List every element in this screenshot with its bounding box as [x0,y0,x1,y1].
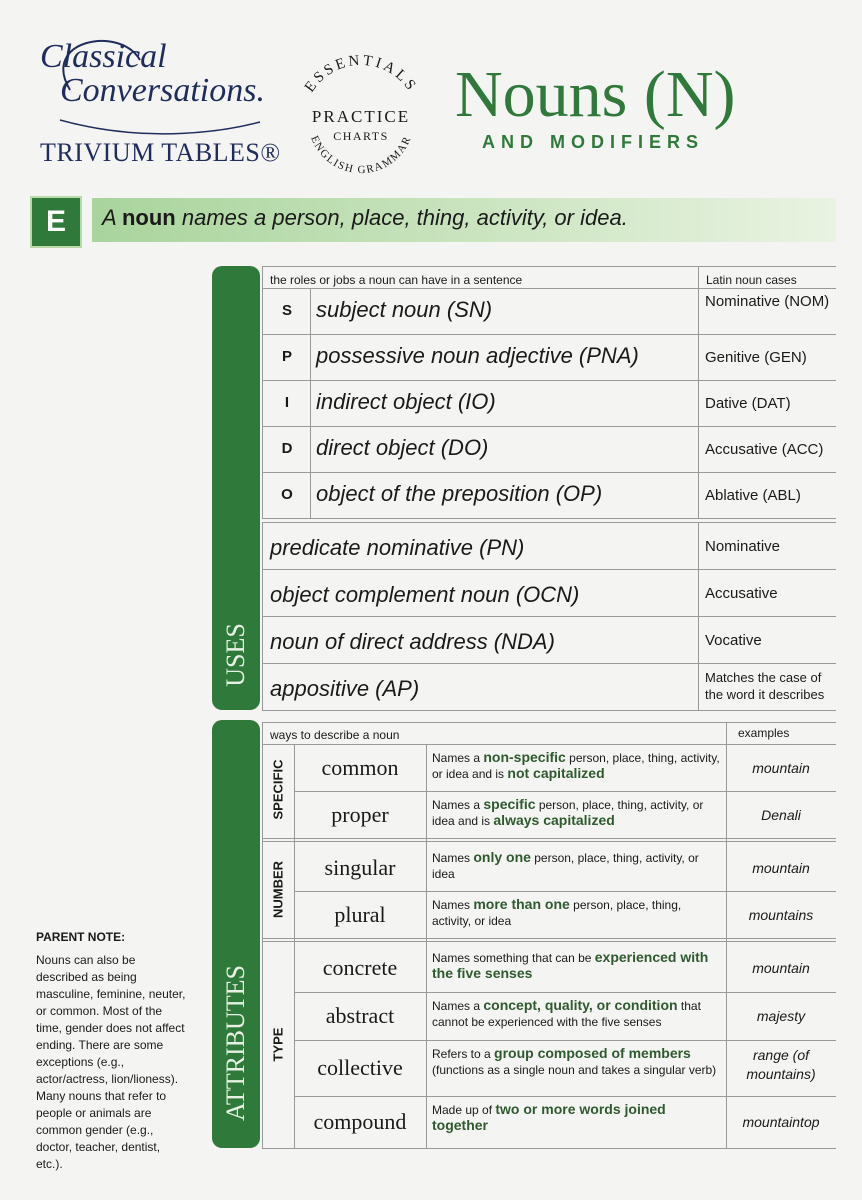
row-divider [262,616,836,617]
description-text: Refers to a [432,1047,495,1061]
row-divider [262,744,836,745]
column-divider [262,266,263,518]
column-divider [726,722,727,744]
attribute-description [432,1046,720,1078]
column-divider [294,744,295,1148]
row-divider [262,722,836,723]
row-divider [262,941,836,942]
row-divider [262,838,836,839]
noun-role: noun of direct address (NDA) [270,629,555,654]
description-text: person, place, thing, activity, or idea and is [432,798,704,828]
attribute-group-label: SPECIFIC [270,759,286,820]
attribute-group-label: TYPE [270,1027,286,1062]
essentials-seal-icon [286,42,436,192]
description-emphasis: experienced with the five senses [432,949,709,981]
attribute-description [432,750,720,782]
column-divider [698,522,699,710]
seal-mid-text-2: CHARTS [333,129,389,143]
attribute-word: compound [313,1109,407,1134]
case-letter: O [281,486,293,503]
column-divider [310,288,311,518]
row-divider [294,1040,836,1041]
row-divider [262,663,836,664]
uses-header-left: the roles or jobs a noun can have in a sentence [270,273,523,287]
logo-swoosh-icon [30,30,270,140]
case-letter: S [281,302,292,319]
description-emphasis: specific [483,796,536,812]
row-divider [294,1096,836,1097]
noun-role: appositive (AP) [270,676,420,701]
latin-case: Nominative (NOM) [705,293,830,310]
latin-case: Ablative (ABL) [705,487,801,504]
description-text: Names a [432,999,484,1013]
case-letter: P [281,348,292,365]
description-emphasis: group composed of members [494,1045,691,1061]
attribute-word: singular [324,854,396,880]
description-emphasis: always capitalized [493,812,615,828]
seal-top-text: ESSENTIALS [301,52,421,96]
logo-line-1: Classical [40,38,167,75]
noun-role: indirect object (IO) [316,389,496,414]
latin-case: Vocative [705,632,762,649]
description-emphasis: more than one [473,896,570,912]
case-letter: I [284,394,290,411]
parent-note-body: Nouns can also be described as being masculine, feminine, neuter, or common. Most of the time, gender does not affect ending. There are some exceptions (e.g., actor/actress, lion/lioness). Many nouns that refer to people or animals are common gender (e.g., doctor, teacher, dentist, etc.). [36,953,186,1171]
description-text: that cannot be experienced with the five senses [432,999,701,1029]
description-text: Made up of [432,1103,496,1117]
parent-note-title: PARENT NOTE: [36,930,126,944]
noun-role: possessive noun adjective (PNA) [316,343,639,368]
attribute-word: collective [317,1055,403,1080]
attribute-description [432,1102,720,1134]
attribute-word: common [321,754,399,780]
row-divider [262,518,836,519]
uses-tab-label: USES [221,623,250,687]
row-divider [262,472,836,473]
row-divider [262,841,836,842]
row-divider [262,266,836,267]
column-divider [698,266,699,518]
row-divider [262,938,836,939]
description-text: person, place, thing, activity, or idea and is [432,751,720,781]
noun-role: object of the preposition (OP) [316,481,603,506]
attribute-word: abstract [325,1003,395,1028]
attribute-example: mountain [752,960,810,976]
row-divider [262,380,836,381]
column-divider [262,522,263,710]
attribute-description [432,998,720,1030]
attribute-description [432,850,720,882]
uses-tab [212,266,260,710]
row-divider [262,710,836,711]
attribute-example: range (of mountains) [746,1047,816,1082]
attribute-description [432,950,720,982]
description-text: person, place, thing, activity, or idea [432,851,699,881]
noun-role: subject noun (SN) [316,297,493,322]
description-emphasis: not capitalized [507,765,605,781]
noun-role: direct object (DO) [316,435,489,460]
description-emphasis: concept, quality, or condition [483,997,678,1013]
page-subtitle: AND MODIFIERS [482,132,704,152]
attribute-example: Denali [761,806,801,823]
row-divider [262,1148,836,1149]
attributes-header-right: examples [738,726,790,740]
latin-case: Genitive (GEN) [705,349,807,366]
description-emphasis: two or more words joined together [432,1101,666,1133]
parent-note [36,930,186,1173]
row-divider [262,569,836,570]
description-text: (functions as a single noun and takes a singular verb) [432,1063,717,1077]
attribute-example: mountains [748,906,814,923]
noun-role: predicate nominative (PN) [270,535,525,560]
attribute-example: mountain [752,759,810,776]
case-letter: D [281,440,293,457]
attributes-header-left: ways to describe a noun [270,728,400,742]
row-divider [294,891,836,892]
description-text: person, place, thing, activity, or idea [432,898,682,928]
description-emphasis: only one [473,849,531,865]
logo-line-3: TRIVIUM TABLES® [40,138,281,167]
attribute-group-label: NUMBER [270,860,286,919]
uses-header-right: Latin noun cases [706,273,797,287]
attribute-description [432,897,720,929]
description-text: Names something that can be [432,951,595,965]
row-divider [262,522,836,523]
description-text: Names [432,851,474,865]
attribute-description [432,797,720,829]
column-divider [426,744,427,1148]
latin-case: Nominative [705,538,781,555]
attribute-example: mountaintop [742,1114,820,1130]
row-divider [262,334,836,335]
seal-mid-text-1: PRACTICE [311,107,411,126]
attribute-word: proper [331,801,389,827]
row-divider [294,791,836,792]
attributes-tab [212,720,260,1148]
column-divider [262,722,263,1148]
definition-text: A noun names a person, place, thing, activity, or idea. [102,205,628,230]
row-divider [262,288,836,289]
logo-line-2: Conversations. [60,72,265,109]
section-letter-badge: E [30,196,82,248]
attribute-word: concrete [322,955,398,980]
row-divider [294,992,836,993]
column-divider [726,744,727,1148]
latin-case: Dative (DAT) [705,395,791,412]
latin-case: Matches the case of the word it describes [705,670,825,702]
latin-case: Accusative (ACC) [705,441,824,458]
attribute-example: majesty [756,1008,806,1024]
description-text: Names a [432,751,484,765]
svg-text:ESSENTIALS [302,53,420,96]
attributes-tab-label: ATTRIBUTES [221,965,250,1121]
description-text: Names [432,898,474,912]
description-text: Names a [432,798,484,812]
description-emphasis: non-specific [483,749,566,765]
row-divider [262,426,836,427]
noun-role: object complement noun (OCN) [270,582,580,607]
latin-case: Accusative [705,585,778,602]
attribute-word: plural [334,901,386,927]
attribute-example: mountain [752,859,810,876]
seal-bottom-text: ENGLISH GRAMMAR [308,133,414,177]
page-title: Nouns (N) [455,58,736,131]
